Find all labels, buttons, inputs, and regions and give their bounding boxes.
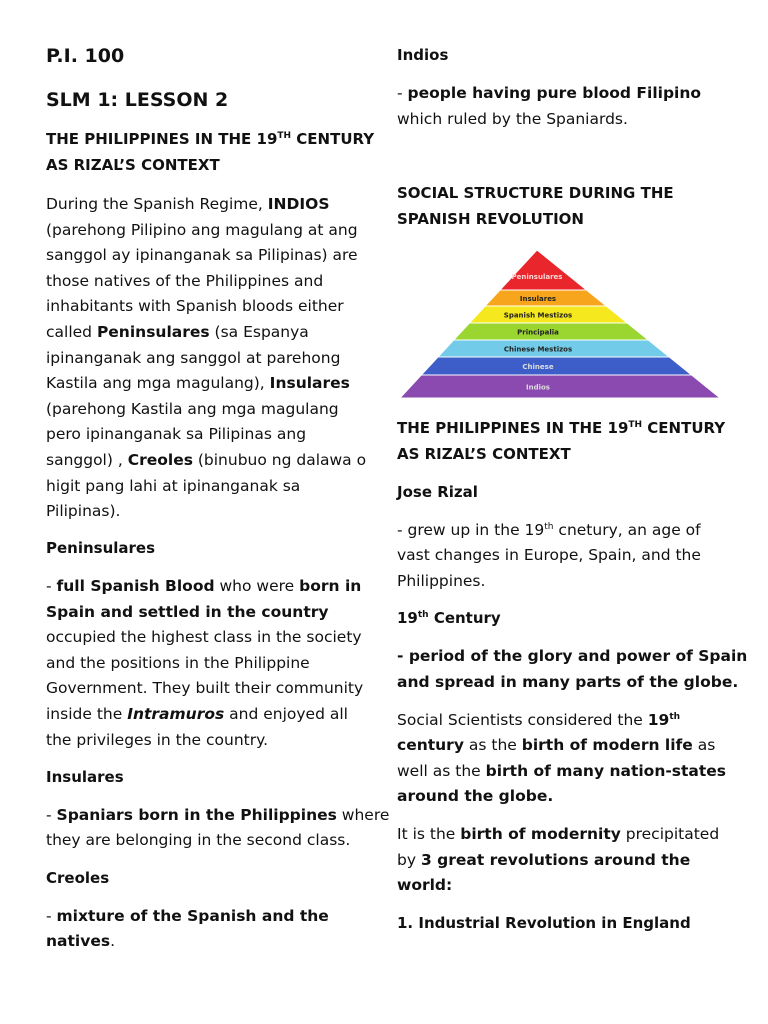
indios-title: Indios <box>397 46 449 64</box>
text-line: Philippines. <box>397 572 486 590</box>
section-heading: THE PHILIPPINES IN THE 19TH CENTURY <box>46 130 375 148</box>
text-line: Spain and settled in the country <box>46 603 329 621</box>
pyramid-label: Chinese <box>522 363 554 371</box>
social-structure-heading: SOCIAL STRUCTURE DURING THE <box>397 184 674 202</box>
text-line: the privileges in the country. <box>46 731 268 749</box>
text-line: Social Scientists considered the 19th <box>397 711 681 729</box>
text-line: occupied the highest class in the society <box>46 628 362 646</box>
text-line: pero ipinanganak sa Pilipinas ang <box>46 425 307 443</box>
text-line: (parehong Pilipino ang magulang at ang <box>46 221 358 239</box>
pyramid-label: Peninsulares <box>511 272 563 281</box>
text-line: they are belonging in the second class. <box>46 831 351 849</box>
text-line: - people having pure blood Filipino <box>397 84 702 102</box>
peninsulares-title: Peninsulares <box>46 539 156 557</box>
text-line: and the positions in the Philippine <box>46 654 310 672</box>
social-structure-heading-line2: SPANISH REVOLUTION <box>397 210 584 228</box>
text-line: - Spaniars born in the Philippines where <box>46 806 390 824</box>
section-heading-2: THE PHILIPPINES IN THE 19TH CENTURY <box>397 419 726 437</box>
pyramid-label: Spanish Mestizos <box>503 311 573 320</box>
course-code: P.I. 100 <box>46 45 125 67</box>
lesson-title: SLM 1: LESSON 2 <box>46 89 229 111</box>
text-line: century as the birth of modern life as <box>397 736 716 754</box>
text-line: by 3 great revolutions around the <box>397 851 691 869</box>
pyramid-label: Chinese Mestizos <box>503 345 573 354</box>
text-line: (parehong Kastila ang mga magulang <box>46 400 339 418</box>
century-title: 19th Century <box>397 609 501 627</box>
social-pyramid-diagram <box>400 248 724 400</box>
jose-rizal-title: Jose Rizal <box>397 483 478 501</box>
text-line: those natives of the Philippines and <box>46 272 324 290</box>
text-line: It is the birth of modernity precipitated <box>397 825 720 843</box>
text-line: Kastila ang mga magulang), Insulares <box>46 374 350 392</box>
pyramid-level-indios <box>400 375 720 398</box>
text-line: and spread in many parts of the globe. <box>397 673 739 691</box>
pyramid-level-peninsulares <box>500 250 586 290</box>
text-line: world: <box>397 876 453 894</box>
section-heading-2-line2: AS RIZAL’S CONTEXT <box>397 445 571 463</box>
text-line: - full Spanish Blood who were born in <box>46 577 362 595</box>
text-line: Pilipinas). <box>46 502 121 520</box>
pyramid-label: Insulares <box>519 295 557 303</box>
text-line: natives. <box>46 932 115 950</box>
text-line: - grew up in the 19th cnetury, an age of <box>397 521 701 539</box>
text-line: around the globe. <box>397 787 554 805</box>
text-line: sanggol) , Creoles (binubuo ng dalawa o <box>46 451 367 469</box>
revolution-item-1: 1. Industrial Revolution in England <box>397 914 691 932</box>
text-line: inhabitants with Spanish bloods either <box>46 297 344 315</box>
text-line: ipinanganak ang sanggol at parehong <box>46 349 341 367</box>
creoles-title: Creoles <box>46 869 110 887</box>
text-line: - period of the glory and power of Spain <box>397 647 748 665</box>
text-line: inside the Intramuros and enjoyed all <box>46 705 348 723</box>
section-heading-line2: AS RIZAL’S CONTEXT <box>46 156 220 174</box>
pyramid-level-chinese <box>421 357 691 375</box>
text-line: called Peninsulares (sa Espanya <box>46 323 309 341</box>
insulares-title: Insulares <box>46 768 124 786</box>
text-line: During the Spanish Regime, INDIOS <box>46 195 330 213</box>
text-line: which ruled by the Spaniards. <box>397 110 628 128</box>
text-line: Government. They built their community <box>46 679 364 697</box>
text-line: well as the birth of many nation-states <box>397 762 727 780</box>
pyramid-label: Indios <box>526 383 550 392</box>
text-line: higit pang lahi at ipinanganak sa <box>46 477 301 495</box>
text-line: - mixture of the Spanish and the <box>46 907 329 925</box>
text-line: vast changes in Europe, Spain, and the <box>397 546 701 564</box>
text-line: sanggol ay ipinanganak sa Pilipinas) are <box>46 246 358 264</box>
pyramid-label: Principalia <box>517 328 559 337</box>
